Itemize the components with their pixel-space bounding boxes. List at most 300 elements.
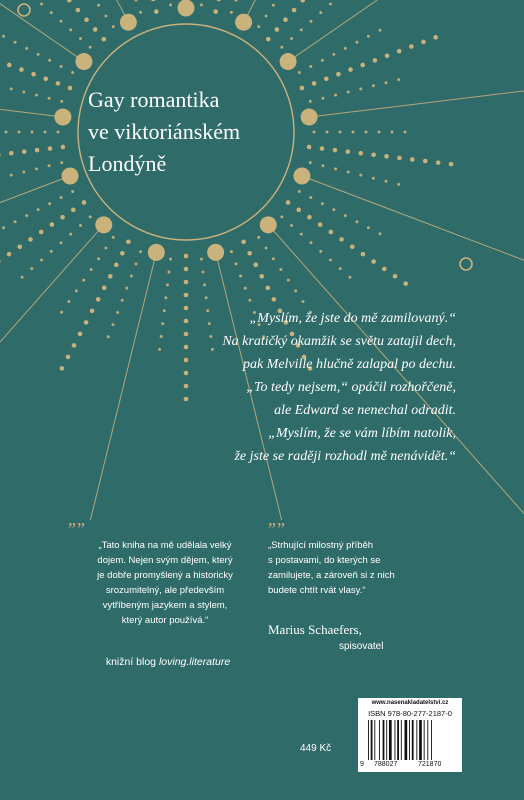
ornament-dot: [126, 239, 131, 244]
ornament-dot: [300, 233, 303, 236]
ornament-dot: [309, 100, 312, 103]
ornament-bead: [260, 216, 277, 233]
ornament-dot: [280, 46, 283, 49]
ornament-dot: [272, 257, 275, 260]
ornament-dot: [35, 167, 38, 170]
ornament-dot: [203, 283, 206, 286]
barcode-digits-group1: 788027: [374, 761, 398, 768]
ornament-dot: [96, 297, 101, 302]
ornament-dot: [59, 241, 62, 244]
ornament-dot: [104, 247, 107, 250]
ornament-dot: [257, 236, 260, 239]
ornament-dot: [283, 17, 288, 22]
headline-line-2: ve viktoriánském: [88, 119, 241, 144]
ornament-dot: [200, 258, 203, 261]
ornament-dot: [7, 252, 12, 257]
ornament-dot: [0, 259, 1, 264]
ornament-dot: [107, 335, 110, 338]
ornament-dot: [241, 239, 246, 244]
ornament-dot: [71, 208, 76, 213]
barcode-bar: [412, 720, 414, 760]
ornament-bead: [280, 53, 297, 70]
barcode-bar: [401, 720, 402, 760]
ornament-dot: [371, 259, 376, 264]
ornament-dot: [67, 0, 72, 3]
review-right-line-1: „Strhující milostný příběh: [268, 540, 374, 551]
ornament-dot: [2, 35, 5, 38]
ornament-dot: [184, 254, 189, 259]
ornament-dot: [7, 63, 12, 68]
ornament-ring-small: [18, 4, 30, 16]
ornament-dot: [397, 183, 400, 186]
ornament-dot: [31, 131, 34, 134]
ornament-dot: [40, 258, 43, 261]
review-left-line-4: srozumitelný, ale především: [105, 585, 225, 596]
review-left-line-6: který autor používá.“: [121, 615, 209, 626]
ornament-dot: [168, 270, 171, 273]
ornament-dot: [30, 267, 33, 270]
ornament-dot: [329, 230, 334, 235]
ornament-ray: [0, 0, 86, 63]
ornament-dot: [324, 77, 329, 82]
excerpt-quote: [180, 307, 456, 468]
ornament-dot: [121, 299, 124, 302]
ornament-dot: [385, 81, 388, 84]
ornament-dot: [10, 174, 13, 177]
ornament-dot: [367, 226, 370, 229]
ornament-ray: [0, 0, 129, 24]
ornament-dot: [312, 81, 317, 86]
ornament-dot: [244, 287, 247, 290]
ornament-dot: [43, 77, 48, 82]
ornament-dot: [336, 72, 341, 77]
ornament-dot: [397, 78, 400, 81]
ornament-dot: [111, 323, 114, 326]
ornament-dot: [120, 251, 125, 256]
ornament-dot: [409, 44, 414, 49]
ornament-dot: [290, 224, 293, 227]
ornament-dot: [50, 222, 55, 227]
ornament-dot: [358, 151, 363, 156]
ornament-dot: [79, 37, 82, 40]
headline-line-3: Londýně: [88, 151, 167, 176]
ornament-dot: [355, 41, 358, 44]
ornament-dot: [384, 154, 389, 159]
ornament-dot: [112, 236, 115, 239]
ornament-dot: [67, 300, 70, 303]
barcode-bar: [389, 720, 392, 760]
ornament-dot: [339, 267, 342, 270]
ornament-dot: [14, 220, 17, 223]
ornament-dot: [14, 41, 17, 44]
isbn-text: ISBN 978-80-277-2187-0: [368, 709, 452, 718]
ornament-dot: [82, 200, 87, 205]
ornament-dot: [213, 9, 218, 14]
barcode-bar: [395, 720, 396, 760]
ornament-dot: [160, 335, 163, 338]
ornament-dot: [112, 25, 115, 28]
ornament-dot: [352, 131, 355, 134]
ornament-dot: [60, 215, 65, 220]
barcode-bar: [383, 720, 385, 760]
ornament-dot: [378, 29, 381, 32]
ornament-dot: [57, 131, 60, 134]
excerpt-line-5: ale Edward se nenechal odradit.: [274, 403, 456, 418]
ornament-dot: [116, 311, 119, 314]
ornament-dot: [359, 87, 362, 90]
ornament-dot: [72, 343, 77, 348]
review-left-line-2: dojem. Nejen svým dějem, který: [97, 555, 233, 566]
ornament-dot: [139, 11, 142, 14]
ornament-dot: [300, 0, 305, 3]
ornament-dot: [309, 161, 312, 164]
review-left-source: [68, 656, 268, 668]
ornament-bead: [148, 244, 165, 261]
ornament-bead: [54, 109, 71, 126]
ornament-dot: [97, 4, 100, 7]
ornament-dot: [313, 131, 316, 134]
ornament-dot: [385, 180, 388, 183]
ornament-dot: [321, 59, 324, 62]
ornament-bead: [235, 14, 252, 31]
ornament-dot: [373, 58, 378, 63]
ornament-dot: [449, 162, 454, 167]
review-left-source-name: loving.literature: [158, 656, 231, 668]
ornament-dot: [393, 274, 398, 279]
ornament-dot: [5, 131, 8, 134]
ornament-ray: [0, 223, 105, 520]
ornament-dot: [114, 263, 119, 268]
ornament-dot: [48, 164, 51, 167]
ornament-dot: [60, 161, 63, 164]
ornament-ray: [307, 69, 524, 117]
ornament-dot: [319, 11, 322, 14]
ornament-bead: [120, 14, 137, 31]
ornament-dot: [135, 262, 138, 265]
ornament-dot: [37, 53, 40, 56]
barcode-digits-group2: 721870: [418, 761, 442, 768]
excerpt-line-7: že jste se raději rozhodl mě nenávidět.“: [234, 449, 456, 464]
ornament-dot: [151, 0, 156, 1]
ornament-dot: [101, 37, 106, 42]
ornament-dot: [205, 296, 208, 299]
ornament-dot: [60, 65, 63, 68]
ornament-dot: [298, 71, 301, 74]
ornament-dot: [320, 146, 325, 151]
ornament-dot: [79, 224, 82, 227]
ornament-dot: [25, 47, 28, 50]
ornament-dot: [82, 279, 85, 282]
quote-mark-right: „„: [268, 509, 286, 529]
review-right: [268, 538, 458, 598]
ornament-dot: [50, 11, 53, 14]
barcode-bar: [431, 720, 432, 760]
excerpt-line-1: „Myslím, že jste do mě zamilovaný.“: [249, 311, 456, 326]
ornament-dot: [68, 86, 73, 91]
ornament-dot: [184, 280, 189, 285]
ornament-bead: [62, 167, 79, 184]
ornament-ray: [300, 175, 524, 316]
ornament-dot: [35, 94, 38, 97]
ornament-dot: [69, 28, 72, 31]
ornament-dot: [93, 27, 98, 32]
ornament-dot: [76, 8, 81, 13]
ornament-dot: [9, 151, 14, 156]
barcode-bar: [371, 720, 373, 760]
ornament-bead: [178, 0, 195, 17]
ornament-dot: [372, 177, 375, 180]
ornament-dot: [397, 49, 402, 54]
ornament-dot: [161, 322, 164, 325]
ornament-dot: [69, 233, 72, 236]
ornament-dot: [326, 131, 329, 134]
ornament-dot: [60, 196, 63, 199]
ornament-dot: [39, 230, 44, 235]
barcode-bar: [409, 720, 410, 760]
excerpt-line-4: „To tedy nejsem,“ opáčil rozhořčeně,: [246, 380, 456, 395]
ornament-dot: [48, 97, 51, 100]
ornament-dot: [300, 86, 305, 91]
barcode-bars: [366, 720, 458, 760]
ornament-bead: [95, 216, 112, 233]
ornament-dot: [266, 37, 271, 42]
ornament-dot: [296, 208, 301, 213]
ornament-ray: [286, 0, 524, 63]
ornament-dot: [139, 250, 142, 253]
ornament-dot: [287, 279, 290, 282]
ornament-dot: [28, 237, 33, 242]
excerpt-line-2: Na kratičký okamžik se světu zatajil dech,: [222, 334, 456, 349]
ornament-dot: [48, 146, 53, 151]
ornament-dot: [0, 152, 1, 157]
ornament-dot: [56, 81, 61, 86]
ornament-dot: [22, 149, 27, 154]
ornament-dot: [216, 0, 221, 1]
ornament-dot: [97, 257, 100, 260]
ornament-dot: [200, 3, 203, 6]
ornament-dot: [89, 215, 92, 218]
excerpt-line-6: „Myslím, že se vám líbím natolik,: [268, 426, 456, 441]
ornament-dot: [290, 37, 293, 40]
ornament-dot: [433, 35, 438, 40]
barcode-bar: [386, 720, 387, 760]
ornament-dot: [22, 170, 25, 173]
ornament-dot: [360, 63, 365, 68]
ornament-dot: [247, 251, 252, 256]
ornament-dot: [378, 232, 381, 235]
ornament-dot: [423, 159, 428, 164]
ornament-dot: [234, 262, 237, 265]
ornament-dot: [60, 311, 63, 314]
ornament-dot: [61, 145, 66, 150]
ornament-dot: [397, 156, 402, 161]
ornament-dot: [230, 250, 233, 253]
ornament-dot: [298, 190, 301, 193]
ornament-dot: [130, 274, 133, 277]
ornament-dot: [201, 270, 204, 273]
ornament-dot: [279, 268, 282, 271]
review-left-source-prefix: knižní blog: [105, 656, 159, 668]
ornament-bead: [293, 167, 310, 184]
ornament-ray: [243, 0, 428, 24]
ornament-dot: [89, 46, 92, 49]
ornament-dot: [344, 214, 347, 217]
review-right-line-4: budete chtít rvát vlasy.“: [268, 585, 366, 596]
ornament-dot: [66, 355, 71, 360]
ornament-dot: [348, 67, 353, 72]
ornament-dot: [248, 299, 251, 302]
ornament-dot: [403, 281, 408, 286]
ornament-dot: [339, 237, 344, 242]
ornament-dot: [10, 87, 13, 90]
ornament-dot: [163, 309, 166, 312]
barcode-bar: [374, 720, 375, 760]
review-left-line-1: „Tato kniha na mě udělala velký: [98, 540, 232, 551]
ornament-dot: [361, 252, 366, 257]
ornament-dot: [184, 267, 189, 272]
ornament-dot: [294, 289, 297, 292]
ornament-dot: [104, 14, 107, 17]
ornament-dot: [329, 3, 332, 6]
barcode-bar: [416, 720, 417, 760]
ornament-dot: [37, 208, 40, 211]
ornament-dot: [19, 67, 24, 72]
ornament-dot: [350, 244, 355, 249]
ornament-dot: [234, 0, 237, 2]
ornament-dot: [272, 297, 277, 302]
ornament-dot: [309, 196, 312, 199]
price: 449 Kč: [300, 743, 332, 754]
ornament-dot: [2, 226, 5, 229]
ornament-dot: [259, 274, 264, 279]
ornament-dot: [436, 160, 441, 165]
ornament-dot: [108, 274, 113, 279]
ornament-dot: [332, 208, 335, 211]
ornament-dot: [309, 65, 312, 68]
ornament-dot: [346, 149, 351, 154]
ornament-bead: [301, 109, 318, 126]
ornament-dot: [166, 283, 169, 286]
ornament-dot: [18, 131, 21, 134]
barcode-bar: [397, 720, 399, 760]
ornament-dot: [48, 59, 51, 62]
ornament-dot: [371, 152, 376, 157]
headline: [88, 84, 288, 180]
ornament-bead: [207, 244, 224, 261]
ornament-dot: [265, 247, 268, 250]
barcode-digit-first: 9: [360, 761, 364, 768]
barcode-bar: [379, 720, 380, 760]
ornament-dot: [321, 164, 324, 167]
publisher-website: www.nasenakladatelstvi.cz: [371, 700, 449, 706]
ornament-dot: [421, 40, 426, 45]
ornament-dot: [310, 241, 313, 244]
barcode-panel: [358, 698, 462, 772]
quote-mark-left: „„: [68, 509, 86, 529]
ornament-dot: [355, 220, 358, 223]
ornament-dot: [31, 72, 36, 77]
ornament-dot: [292, 8, 297, 13]
ornament-dot: [280, 215, 283, 218]
barcode-bar: [368, 720, 369, 760]
ornament-dot: [71, 190, 74, 193]
ornament-dot: [35, 148, 40, 153]
ornament-dot: [334, 94, 337, 97]
ornament-dot: [275, 27, 280, 32]
ornament-dot: [71, 71, 74, 74]
review-left-line-5: vytříbeným jazykem a stylem,: [102, 600, 228, 611]
review-left-line-3: je dobře promyšlený a historicky: [97, 570, 233, 581]
ornament-dot: [75, 289, 78, 292]
ornament-dot: [321, 97, 324, 100]
ornament-dot: [404, 131, 407, 134]
barcode-bar: [419, 720, 422, 760]
ornament-dot: [253, 263, 258, 268]
ornament-dot: [84, 17, 89, 22]
barcode-bar: [405, 720, 408, 760]
ornament-dot: [60, 100, 63, 103]
ornament-dot: [391, 131, 394, 134]
ornament-dot: [50, 250, 53, 253]
ornament-dot: [344, 47, 347, 50]
ornament-dot: [359, 174, 362, 177]
review-left: [70, 538, 260, 628]
ornament-dot: [319, 250, 322, 253]
ornament-dot: [329, 258, 332, 261]
review-right-line-2: s postavami, do kterých se: [268, 555, 381, 566]
ornament-dot: [365, 131, 368, 134]
ornament-dot: [22, 91, 25, 94]
headline-line-1: Gay romantika: [88, 87, 220, 112]
ornament-dot: [347, 91, 350, 94]
ornament-dot: [348, 276, 351, 279]
ornament-dot: [265, 14, 268, 17]
ornament-dot: [333, 148, 338, 153]
ornament-dot: [378, 131, 381, 134]
ornament-dot: [272, 4, 275, 7]
ornament-dot: [17, 244, 22, 249]
ornament-dot: [385, 53, 390, 58]
ornament-dot: [135, 0, 138, 2]
ornament-dot: [339, 131, 342, 134]
ornament-bead: [75, 53, 92, 70]
ornament-dot: [334, 167, 337, 170]
ornament-dot: [347, 170, 350, 173]
ornament-dot: [300, 28, 303, 31]
ornament-dot: [60, 366, 65, 371]
ornament-ring-small: [460, 258, 472, 270]
excerpt-line-3: pak Melville hlučně zalapal po dechu.: [242, 357, 456, 372]
ornament-dot: [78, 332, 83, 337]
ornament-dot: [44, 131, 47, 134]
ornament-dot: [169, 3, 172, 6]
ornament-dot: [372, 84, 375, 87]
ornament-dot: [265, 286, 270, 291]
ornament-dot: [310, 20, 313, 23]
ornament-dot: [164, 296, 167, 299]
ornament-dot: [367, 35, 370, 38]
ornament-dot: [307, 145, 312, 150]
ornament-dot: [90, 268, 93, 271]
review-right-line-3: zamilujete, a zároveň si z nich: [268, 570, 395, 581]
ornament-dot: [48, 202, 51, 205]
ornament-dot: [154, 9, 159, 14]
ornament-dot: [40, 3, 43, 6]
review-right-role: spisovatel: [339, 641, 384, 652]
ornament-dot: [382, 267, 387, 272]
ornament-dot: [302, 300, 305, 303]
ornament-dot: [286, 200, 291, 205]
